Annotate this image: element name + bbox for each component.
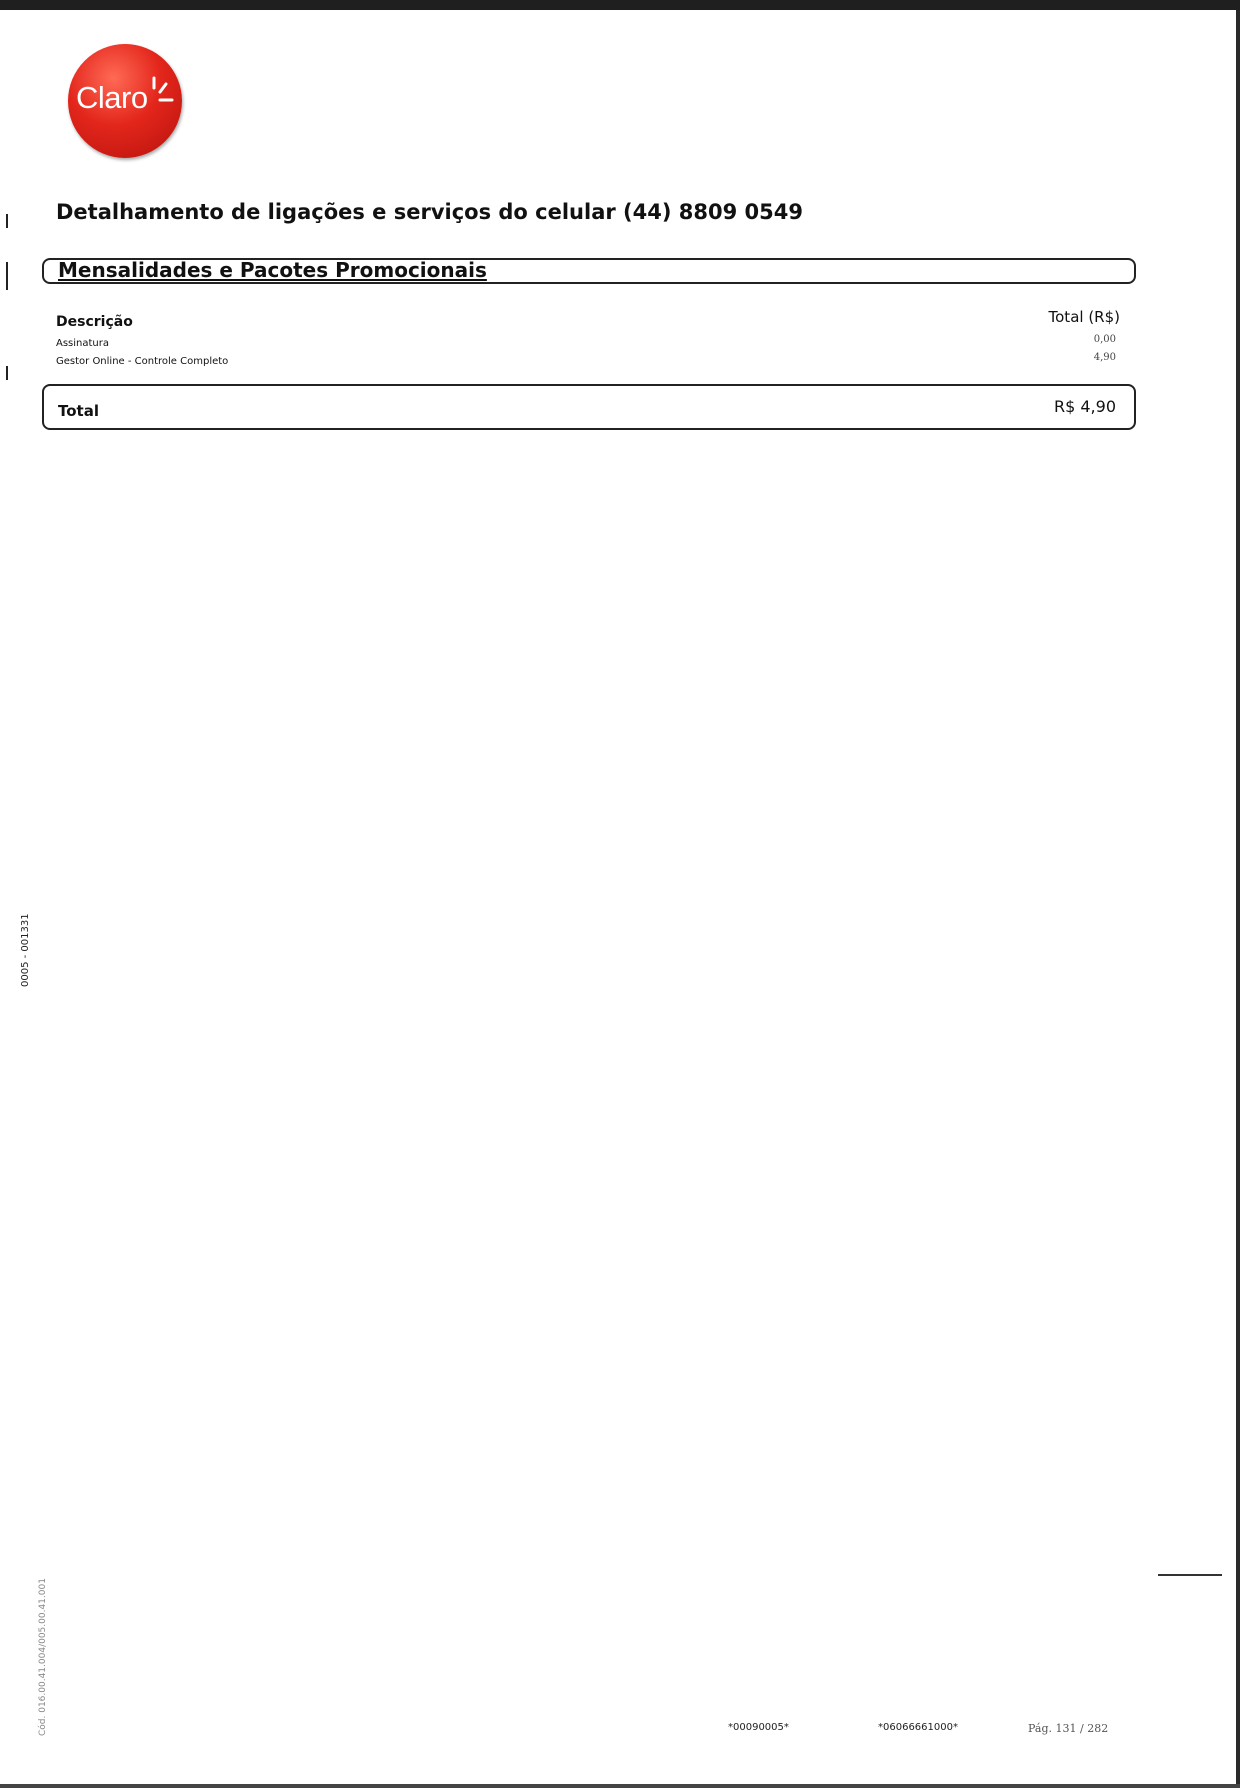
margin-mark [6,366,8,380]
right-margin-line [1158,1574,1222,1576]
side-cod-code: Cód. 016.00.41.004/005.00.41.001 [38,1578,48,1736]
claro-sun-rays-icon [146,76,176,116]
item-value-assinatura: 0,00 [1093,334,1116,345]
total-label: Total [58,402,99,420]
margin-mark [6,262,8,290]
section-header-box [42,258,1136,284]
page-title: Detalhamento de ligações e serviços do celular (44) 8809 0549 [56,200,803,224]
column-header-description: Descrição [56,314,133,330]
right-scan-border [1236,10,1240,1788]
top-scan-border [0,0,1240,10]
bottom-scan-border [0,1784,1240,1788]
footer-page-number: Pág. 131 / 282 [1028,1722,1109,1735]
item-label-assinatura: Assinatura [56,338,110,349]
claro-logo [68,44,182,158]
item-label-gestor-online: Gestor Online - Controle Completo [56,356,229,367]
margin-mark [6,214,8,228]
total-box [42,384,1136,430]
side-document-code: 0005 - 001331 [20,913,31,987]
logo-text: Claro [76,80,148,115]
item-value-gestor-online: 4,90 [1093,352,1116,363]
total-value: R$ 4,90 [1053,397,1116,416]
column-header-total: Total (R$) [1048,308,1120,326]
section-title: Mensalidades e Pacotes Promocionais [58,258,487,282]
footer-barcode-code-1: *00090005* [728,1722,789,1733]
footer-barcode-code-2: *06066661000* [878,1722,958,1733]
